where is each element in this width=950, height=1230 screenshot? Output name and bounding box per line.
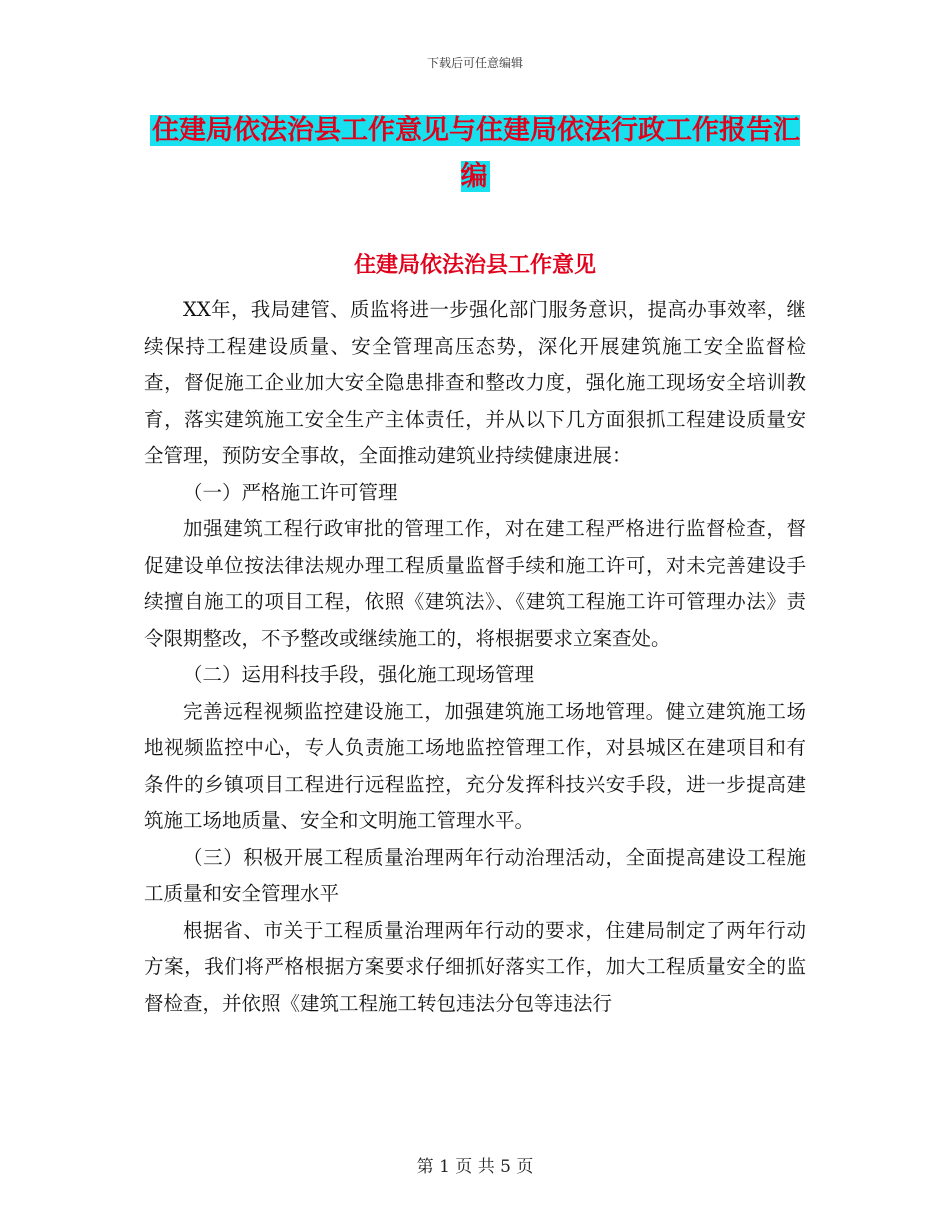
subheading-3: （三）积极开展工程质量治理两年行动治理活动，全面提高建设工程施工质量和安全管理水平 (144, 845, 806, 905)
paragraph-intro: XX年，我局建管、质监将进一步强化部门服务意识，提高办事效率，继续保持工程建设质量、安全管理高压态势，深化开展建筑施工安全监督检查，督促施工企业加大安全隐患排查和整改力度，强化施工现场安全培训教育，落实建筑施工安全生产主体责任，并从以下几方面狠抓工程建设质量安全管理，预防安全事故，全面推动建筑业持续健康进展： (144, 298, 806, 467)
section-title: 住建局依法治县工作意见 (353, 253, 596, 278)
paragraph-2: 完善远程视频监控建设施工，加强建筑施工场地管理。健立建筑施工场地视频监控中心，专人负责施工场地监控管理工作，对县城区在建项目和有条件的乡镇项目工程进行远程监控，充分发挥科技兴安手段，进一步提高建筑施工场地质量、安全和文明施工管理水平。 (144, 699, 806, 832)
subheading-1: （一）严格施工许可管理 (183, 480, 398, 504)
paragraph-1: 加强建筑工程行政审批的管理工作，对在建工程严格进行监督检查，督促建设单位按法律法规办理工程质量监督手续和施工许可，对未完善建设手续擅自施工的项目工程，依照《建筑法》、《建筑工程施工许可管理办法》责令限期整改，不予整改或继续施工的，将根据要求立案查处。 (144, 517, 806, 650)
subheading-2: （二）运用科技手段，强化施工现场管理 (183, 663, 535, 686)
document-title (144, 108, 806, 200)
document-body (144, 292, 806, 1022)
page-number: 第 1 页 共 5 页 (416, 1157, 534, 1177)
paragraph-3: 根据省、市关于工程质量治理两年行动的要求，住建局制定了两年行动方案，我们将严格根据方案要求仔细抓好落实工作，加大工程质量安全的监督检查，并依照《建筑工程施工转包违法分包等违法行 (144, 918, 806, 1015)
document-title-text: 住建局依法治县工作意见与住建局依法行政工作报告汇编 (152, 115, 800, 192)
header-note: 下载后可任意编辑 (426, 56, 523, 70)
